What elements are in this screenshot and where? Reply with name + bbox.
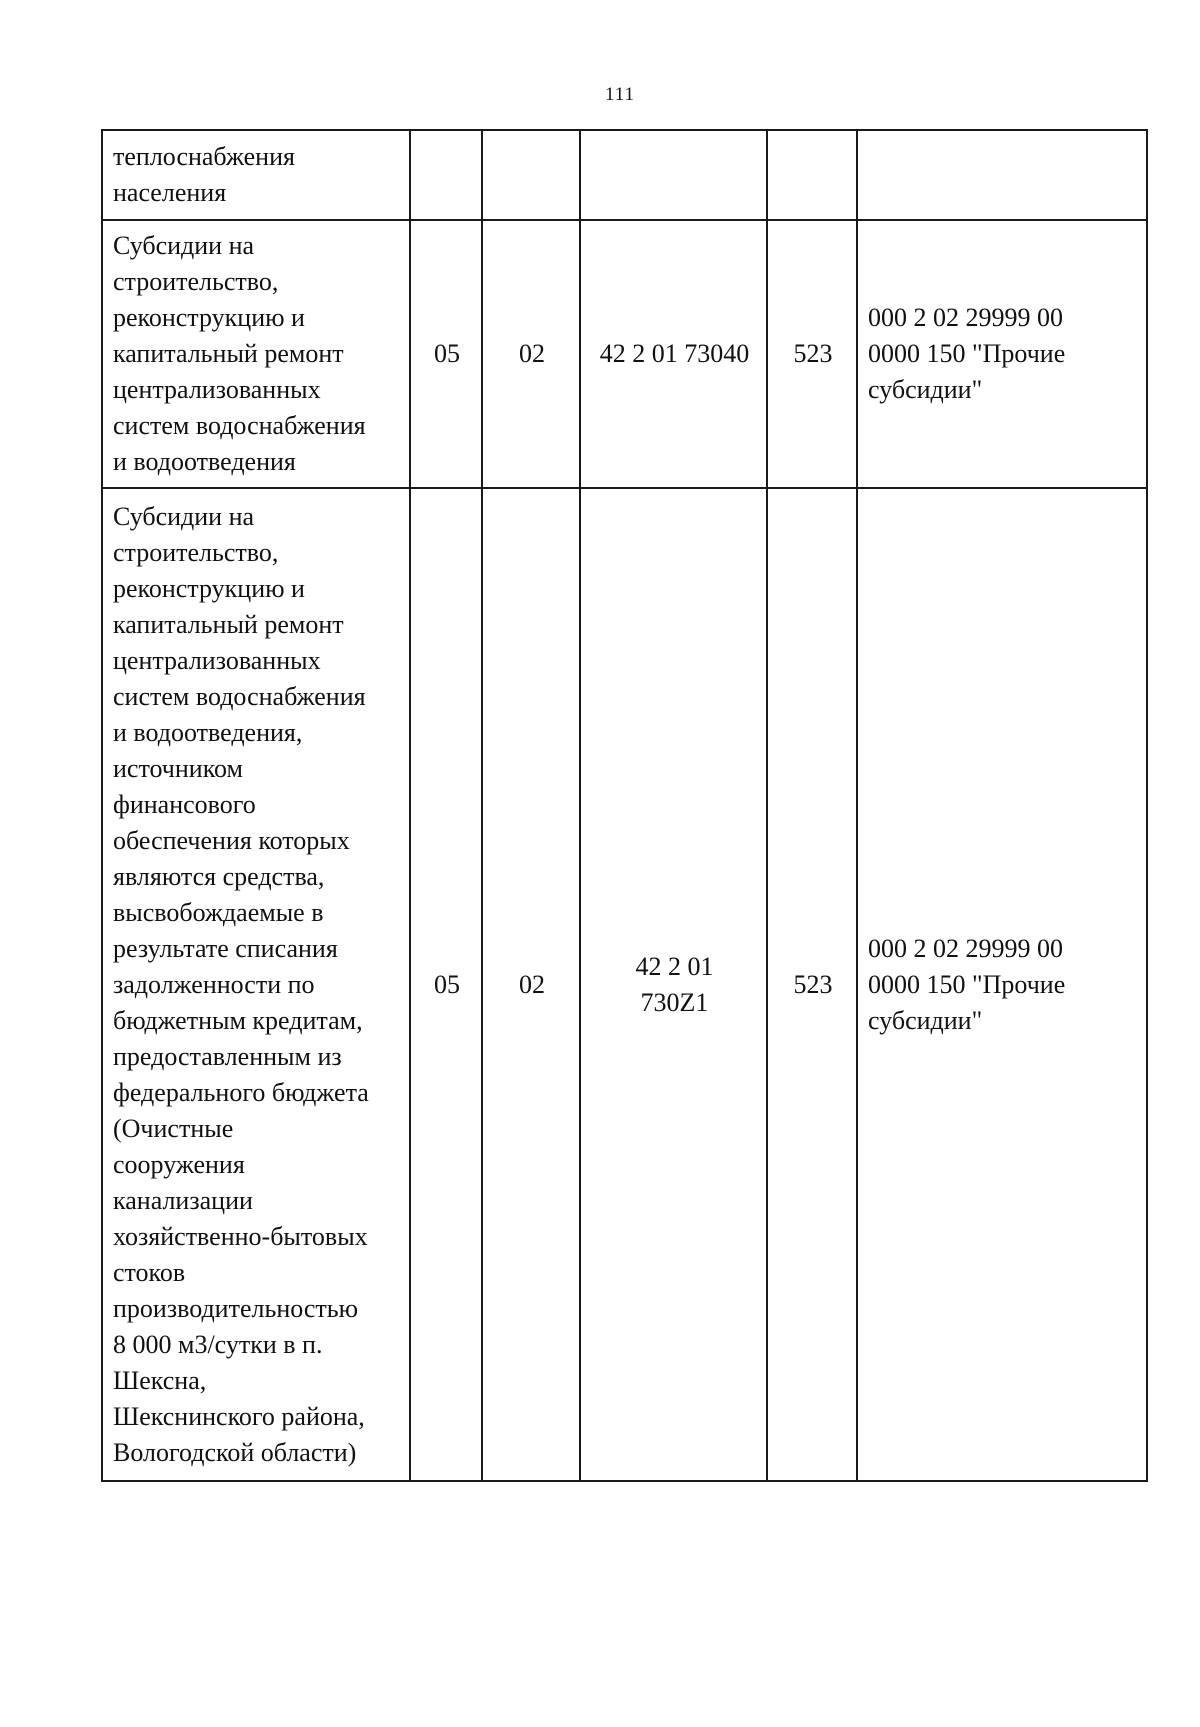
cell-name: Субсидии на строительство, реконструкцию и капитальный ремонт централизованных систем водоснабжения и водоотведения, источником финансового обеспечения которых являются средства, высвобождаемые в результате списания задолженности по бюджетным кредитам, предоставленным из федерального бюджета (Очистные сооружения канализации хозяйственно-бытовых стоков производительностью 8 000 м3/сутки в п. Шексна, Шекснинского района, Вологодской области) — [102, 488, 410, 1481]
cell-name: Субсидии на строительство, реконструкцию и капитальный ремонт централизованных систем водоснабжения и водоотведения — [102, 220, 410, 488]
cell-revenue-code — [857, 130, 1147, 220]
cell-section: 05 — [410, 220, 482, 488]
budget-table — [101, 129, 1148, 1482]
cell-expense-type: 523 — [767, 220, 857, 488]
table-row — [102, 220, 1147, 488]
cell-section — [410, 130, 482, 220]
table-row — [102, 130, 1147, 220]
cell-subsection: 02 — [482, 220, 580, 488]
cell-subsection: 02 — [482, 488, 580, 1481]
cell-target-article — [580, 130, 767, 220]
cell-revenue-code: 000 2 02 29999 00 0000 150 "Прочие субсидии" — [857, 488, 1147, 1481]
cell-expense-type: 523 — [767, 488, 857, 1481]
cell-expense-type — [767, 130, 857, 220]
page-number: 111 — [604, 84, 636, 105]
cell-subsection — [482, 130, 580, 220]
table-row — [102, 488, 1147, 1481]
cell-name: теплоснабжения населения — [102, 130, 410, 220]
cell-section: 05 — [410, 488, 482, 1481]
cell-target-article: 42 2 01 73040 — [580, 220, 767, 488]
cell-target-article: 42 2 01 730Z1 — [580, 488, 767, 1481]
cell-revenue-code: 000 2 02 29999 00 0000 150 "Прочие субсидии" — [857, 220, 1147, 488]
